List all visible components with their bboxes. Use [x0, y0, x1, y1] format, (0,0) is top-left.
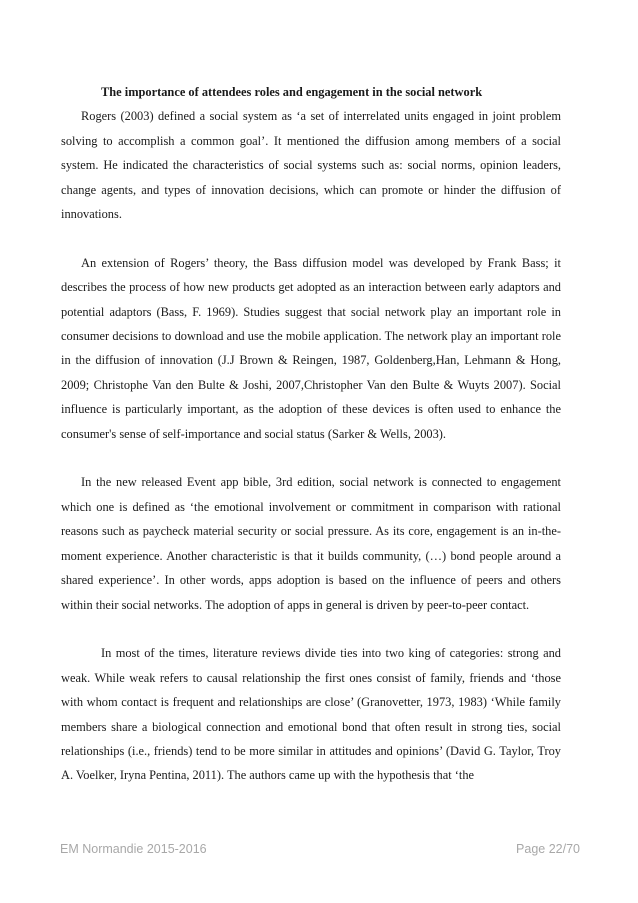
- page-content: [61, 80, 561, 788]
- footer-school: EM Normandie 2015-2016: [60, 842, 207, 856]
- section-heading: The importance of attendees roles and engagement in the social network: [101, 85, 483, 99]
- paragraph-rogers: Rogers (2003) defined a social system as ‘a set of interrelated units engaged in joint problem solving to accomplish a common goal’. It mentioned the diffusion among members of a social system. He indicated the characteristics of social systems such as: social norms, opinion leaders, change agents, and types of innovation decisions, which can promote or hinder the diffusion of innovations.: [61, 109, 561, 222]
- paragraph-ties: In most of the times, literature reviews divide ties into two king of categories: strong and weak. While weak refers to causal relationship the first ones consist of family, friends and ‘those with whom contact is frequent and relationships are close’ (Granovetter, 1973, 1983) ‘While family members share a biological connection and emotional bond that often result in strong ties, social relationships (i.e., friends) tend to be more similar in attitudes and opinions’ (David G. Taylor, Troy A. Voelker, Iryna Pentina, 2011). The authors came up with the hypothesis that ‘the: [61, 646, 561, 783]
- paragraph-bass: An extension of Rogers’ theory, the Bass diffusion model was developed by Frank Bass; it describes the process of how new products get adopted as an interaction between early adaptors and potential adaptors (Bass, F. 1969). Studies suggest that social network play an important role in consumer decisions to download and use the mobile application. The network play an important role in the diffusion of innovation (J.J Brown & Reingen, 1987, Goldenberg,Han, Lehmann & Hong, 2009; Christophe Van den Bulte & Joshi, 2007,Christopher Van den Bulte & Wuyts 2007). Social influence is particularly important, as the adoption of these devices is often used to enhance the consumer's sense of self-importance and social status (Sarker & Wells, 2003).: [61, 255, 561, 441]
- footer-page-number: Page 22/70: [516, 842, 580, 856]
- paragraph-event-app: In the new released Event app bible, 3rd edition, social network is connected to engagement which one is defined as ‘the emotional involvement or commitment in comparison with rational reasons such as paycheck material security or social pressure. As its core, engagement is an in-the-moment experience. Another characteristic is that it builds community, (…) bond people around a shared experience’. In other words, apps adoption is based on the influence of peers and others within their social networks. The adoption of apps in general is driven by peer-to-peer contact.: [61, 475, 561, 612]
